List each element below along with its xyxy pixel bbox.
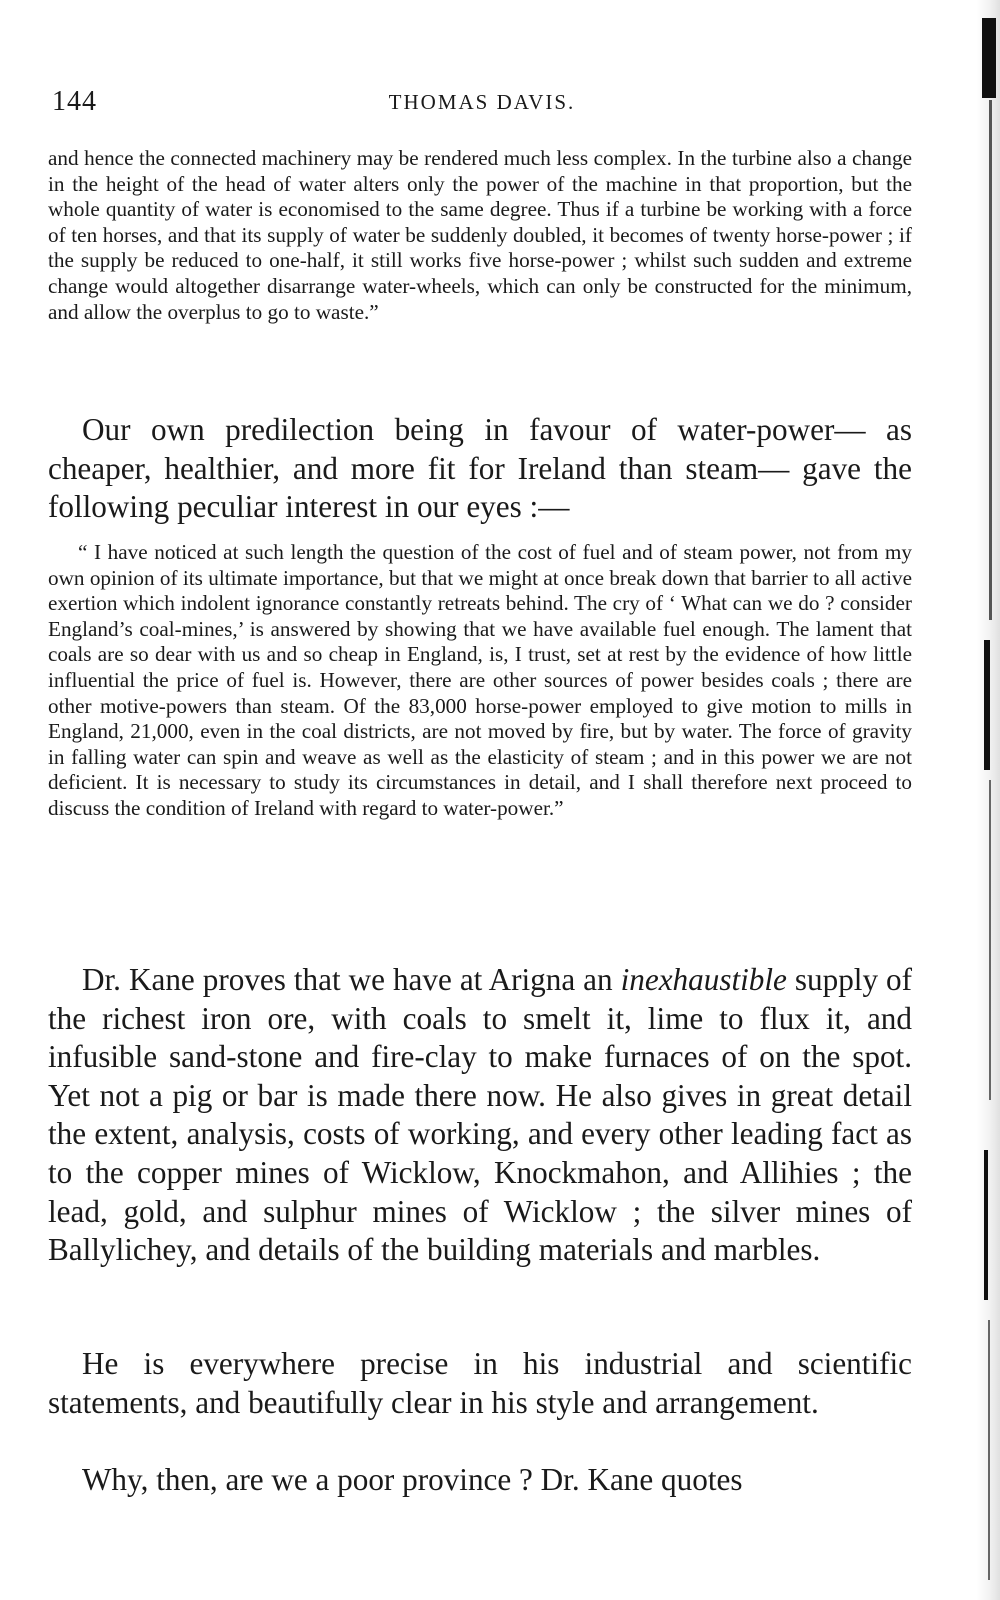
- body-paragraph-arigna: [48, 961, 912, 1270]
- arigna-text-end: supply of the richest iron ore, with coals to smelt it, lime to flux it, and infusible sand-stone and fire-clay to make furnaces of on the spot. Yet not a pig or bar is made there now. He also gives in great detail the extent, analysis, costs of working, and every other leading fact as to the copper mines of Wicklow, Knockmahon, and Allihies ; the lead, gold, and sulphur mines of Wicklow ; the silver mines of Ballylichey, and details of the building materials and marbles.: [48, 962, 913, 1268]
- page-edge-mark: [988, 1320, 990, 1580]
- arigna-text-start: Dr. Kane proves that we have at Arigna an: [82, 962, 621, 997]
- quoted-paragraph-fuel: “ I have noticed at such length the question of the cost of fuel and of steam power, not from my own opinion of its ultimate importance, but that we might at once break down that barrier to all active exertion which indolent ignorance constantly retreats behind. The cry of ‘ What can we do ? consider England’s coal-mines,’ is answered by showing that we have available fuel enough. The lament that coals are so dear with us and so cheap in England, is, I trust, set at rest by the evidence of how little influential the price of fuel is. However, there are other sources of power besides coals ; there are other motive-powers than steam. Of the 83,000 horse-power employed to give motion to mills in England, 21,000, even in the coal districts, are not moved by fire, but by water. The force of gravity in falling water can spin and weave as well as the elasticity of steam ; and in this power we are not deficient. It is necessary to study its circumstances in detail, and I shall therefore next proceed to discuss the condition of Ireland with regard to water-power.”: [48, 540, 912, 820]
- body-paragraph-precise: He is everywhere precise in his industrial and scientific statements, and beautifully clear in his style and arrangement.: [48, 1346, 912, 1420]
- page-header: [52, 84, 912, 120]
- page-edge-mark: [984, 1150, 988, 1300]
- emphasis-inexhaustible: inexhaustible: [620, 962, 787, 997]
- page-edge-mark: [989, 780, 991, 1100]
- body-paragraph-poor-province: Why, then, are we a poor province ? Dr. Kane quotes: [82, 1462, 743, 1497]
- body-paragraph-water-power: Our own predilection being in favour of water-power— as cheaper, healthier, and more fit for Ireland than steam— gave the following peculiar interest in our eyes :—: [48, 412, 912, 525]
- running-title: THOMAS DAVIS.: [388, 90, 576, 114]
- quoted-paragraph-turbine: and hence the connected machinery may be rendered much less complex. In the turbine also a change in the height of the head of water alters only the power of the machine in that proportion, but the whole quantity of water is economised to the same degree. Thus if a turbine be working with a force of ten horses, and that its supply of water be suddenly doubled, it becomes of twenty horse-power ; if the supply be reduced to one-half, it still works five horse-power ; whilst such sudden and extreme change would altogether disarrange water-wheels, which can only be constructed for the minimum, and allow the overplus to go to waste.”: [48, 146, 912, 324]
- page-edge-mark: [984, 640, 990, 770]
- page-number: 144: [52, 86, 97, 117]
- page-edge-mark: [982, 18, 996, 98]
- page-edge-mark: [989, 100, 992, 620]
